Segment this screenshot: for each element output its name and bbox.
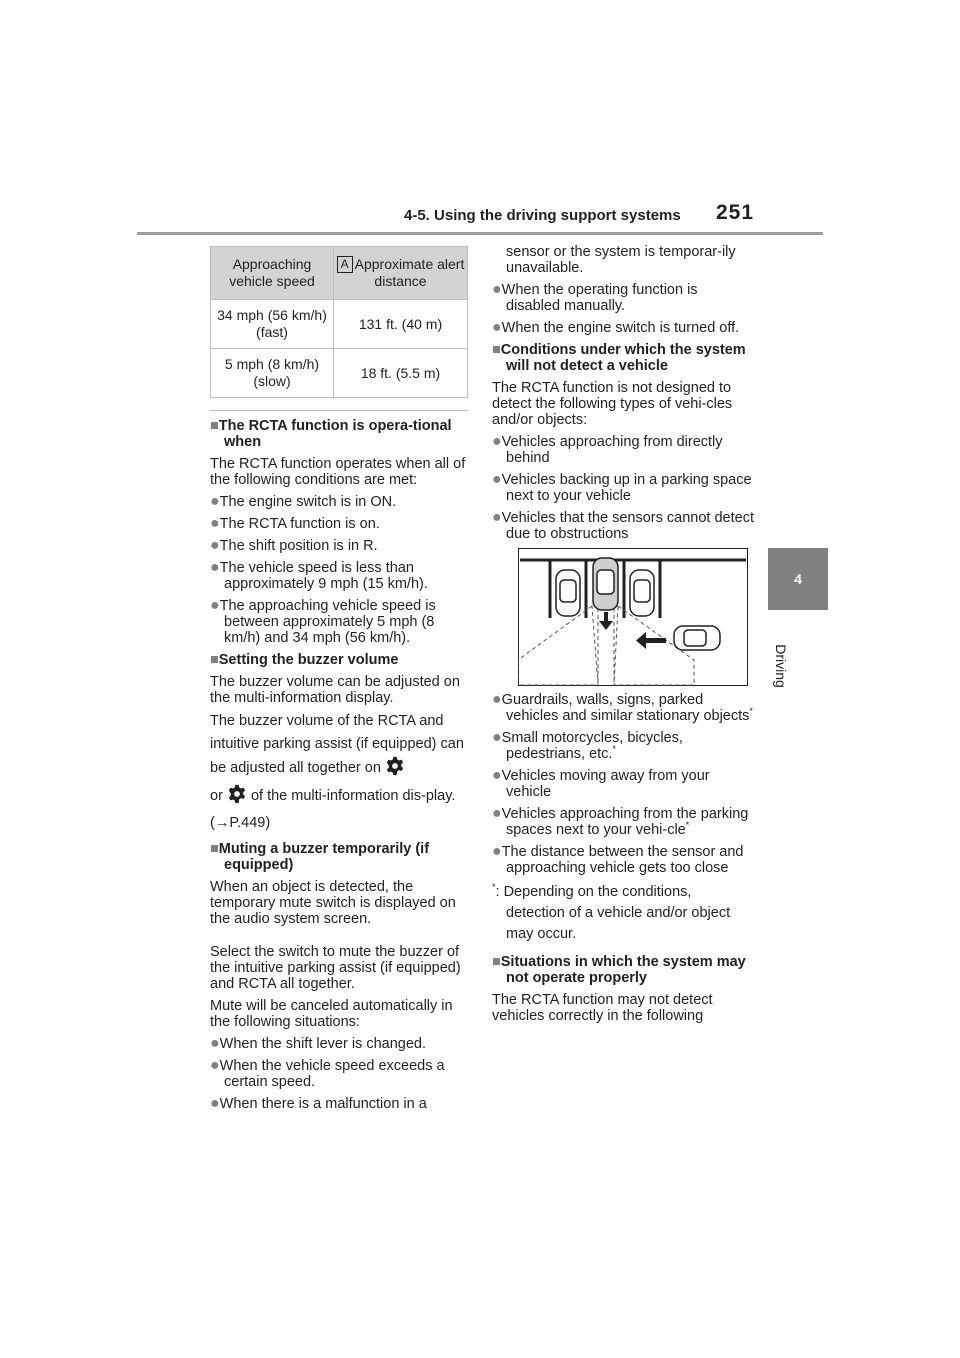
list-item: ●Small motorcycles, bicycles, pedestrians, etc.*: [492, 729, 683, 762]
list-item: ●The RCTA function is on.: [210, 515, 380, 532]
arrow-icon: →: [214, 815, 230, 831]
list-item: ●When the engine switch is turned off.: [492, 319, 740, 336]
list-item: ●Vehicles that the sensors cannot detect due to obstructions: [492, 509, 754, 542]
page-reference[interactable]: P.449): [229, 815, 271, 831]
paragraph: The RCTA function operates when all of the following conditions are met:: [210, 456, 466, 488]
paragraph: The RCTA function may not detect vehicles correctly in the following: [492, 992, 713, 1024]
header-speed: Approaching vehicle speed: [211, 247, 334, 300]
list-item: ●Guardrails, walls, signs, parked vehicles and similar stationary objects*: [492, 691, 753, 724]
paragraph: The RCTA function is not designed to detect the following types of vehi-cles and/or objects:: [492, 380, 733, 428]
parked-car-left: [556, 570, 580, 616]
label-a-badge: A: [337, 256, 353, 273]
list-item: ●Vehicles backing up in a parking space next to your vehicle: [492, 471, 752, 504]
list-item: ●The engine switch is in ON.: [210, 493, 397, 510]
left-column: [210, 418, 472, 1118]
paragraph-buzzer-settings: The buzzer volume of the RCTA and intuitive parking assist (if equipped) can be adjusted all together on or of the multi-information dis-play. (→P.449): [210, 713, 464, 831]
chapter-number: 4: [794, 571, 802, 587]
heading-improper: ■Situations in which the system may not operate properly: [492, 954, 746, 986]
parked-car-right: [630, 570, 654, 616]
chapter-label: [773, 636, 789, 696]
list-item: ●The approaching vehicle speed is between approximately 5 mph (8 km/h) and 34 mph (56 km/h).: [210, 597, 436, 646]
list-item: ●When the vehicle speed exceeds a certain speed.: [210, 1057, 445, 1090]
list-item: ●The distance between the sensor and approaching vehicle gets too close: [492, 843, 744, 876]
gear-icon: [227, 784, 247, 812]
parking-diagram: [518, 548, 748, 686]
paragraph: Select the switch to mute the buzzer of the intuitive parking assist (if equipped) and RCTA all together.: [210, 944, 461, 992]
list-item: ●When there is a malfunction in a: [210, 1095, 427, 1112]
section-divider: [210, 410, 468, 411]
alert-distance-table: [210, 246, 468, 398]
list-item: ●The shift position is in R.: [210, 537, 378, 554]
section-title: 4-5. Using the driving support systems: [404, 207, 681, 224]
cell-speed: 5 mph (8 km/h) (slow): [211, 349, 334, 398]
header-rule: [137, 232, 823, 235]
list-item: ●When the shift lever is changed.: [210, 1035, 427, 1052]
cell-distance: 131 ft. (40 m): [334, 300, 468, 349]
heading-operational: ■The RCTA function is opera-tional when: [210, 418, 452, 450]
list-item: ●Vehicles approaching from the parking spaces next to your vehi-cle*: [492, 805, 749, 838]
page-number: 251: [716, 201, 755, 224]
heading-not-detect: ■Conditions under which the system will not detect a vehicle: [492, 342, 746, 374]
list-item: ●Vehicles moving away from your vehicle: [492, 767, 710, 800]
paragraph-continued: sensor or the system is temporar-ily unavailable.: [506, 244, 736, 276]
list-item: ●The vehicle speed is less than approximately 9 mph (15 km/h).: [210, 559, 428, 592]
cell-distance: 18 ft. (5.5 m): [334, 349, 468, 398]
header-distance: A Approximate alert distance: [334, 247, 468, 300]
heading-buzzer: ■Setting the buzzer volume: [210, 652, 399, 668]
chapter-name: Driving: [773, 644, 789, 688]
chapter-tab: [768, 548, 828, 610]
footnote: *: Depending on the conditions, detection of a vehicle and/or object may occur.: [492, 882, 731, 942]
list-item: ●Vehicles approaching from directly behind: [492, 433, 723, 466]
approaching-car: [674, 626, 720, 650]
paragraph: Mute will be canceled automatically in the following situations:: [210, 998, 453, 1030]
table-header-row: [211, 247, 468, 300]
paragraph: The buzzer volume can be adjusted on the multi-information display.: [210, 674, 460, 706]
list-item: ●When the operating function is disabled manually.: [492, 281, 698, 314]
table-row: [211, 349, 468, 398]
gear-icon: [385, 756, 405, 784]
table-row: [211, 300, 468, 349]
heading-mute: ■Muting a buzzer temporarily (if equipped): [210, 841, 430, 873]
right-column: [492, 244, 754, 1030]
own-vehicle: [593, 558, 618, 610]
paragraph: When an object is detected, the temporary mute switch is displayed on the audio system screen.: [210, 879, 456, 927]
cell-speed: 34 mph (56 km/h) (fast): [211, 300, 334, 349]
